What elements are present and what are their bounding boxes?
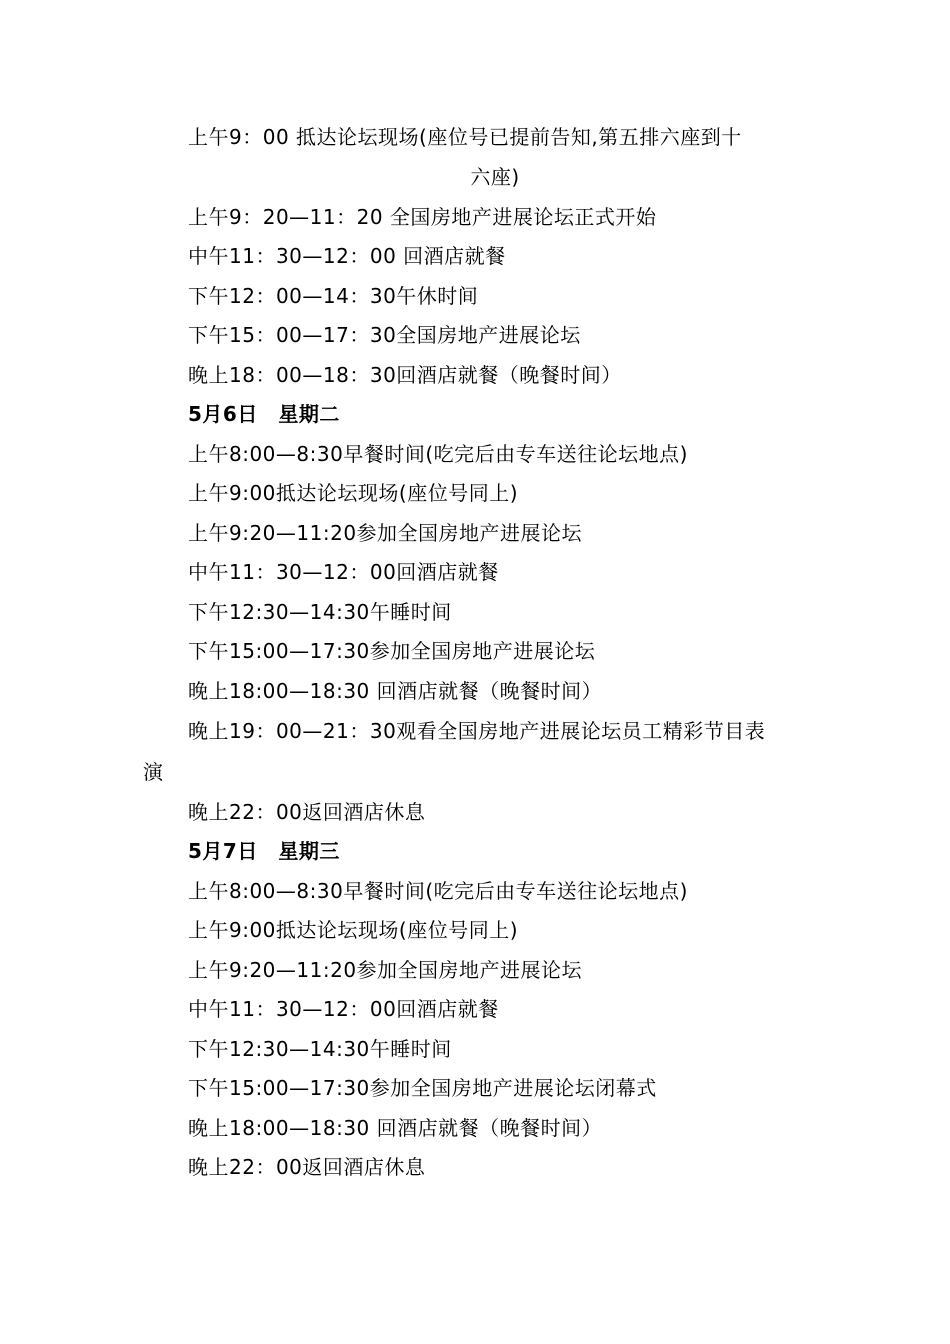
schedule-line: 晚上18:00—18:30 回酒店就餐（晚餐时间）	[188, 679, 603, 703]
schedule-line: 上午8:00—8:30早餐时间(吃完后由专车送往论坛地点)	[188, 442, 688, 466]
schedule-line: 晚上22：00返回酒店休息	[188, 800, 426, 824]
schedule-line: 中午11：30—12：00回酒店就餐	[188, 560, 499, 584]
schedule-line: 上午9：00 抵达论坛现场(座位号已提前告知,第五排六座到十	[188, 125, 742, 149]
schedule-line: 晚上18：00—18：30回酒店就餐（晚餐时间）	[188, 363, 622, 387]
schedule-line: 上午9:20—11:20参加全国房地产进展论坛	[188, 521, 583, 545]
schedule-line: 上午9:00抵达论坛现场(座位号同上)	[188, 481, 519, 505]
schedule-line: 下午12：00—14：30午休时间	[188, 284, 479, 308]
day-heading: 5月6日 星期二	[188, 402, 340, 426]
schedule-line: 中午11：30—12：00回酒店就餐	[188, 997, 499, 1021]
schedule-line: 下午15:00—17:30参加全国房地产进展论坛	[188, 639, 596, 663]
schedule-line: 上午9:20—11:20参加全国房地产进展论坛	[188, 958, 583, 982]
schedule-line-continuation: 演	[143, 760, 164, 784]
schedule-line-continuation: 六座)	[470, 165, 520, 189]
schedule-line: 上午9:00抵达论坛现场(座位号同上)	[188, 918, 519, 942]
schedule-line: 晚上22：00返回酒店休息	[188, 1155, 426, 1179]
schedule-line: 晚上18:00—18:30 回酒店就餐（晚餐时间）	[188, 1116, 603, 1140]
schedule-line: 下午12:30—14:30午睡时间	[188, 1037, 452, 1061]
schedule-line: 上午8:00—8:30早餐时间(吃完后由专车送往论坛地点)	[188, 879, 688, 903]
schedule-line: 下午15：00—17：30全国房地产进展论坛	[188, 323, 581, 347]
schedule-line: 下午15:00—17:30参加全国房地产进展论坛闭幕式	[188, 1076, 657, 1100]
schedule-line: 上午9：20—11：20 全国房地产进展论坛正式开始	[188, 205, 657, 229]
schedule-line: 下午12:30—14:30午睡时间	[188, 600, 452, 624]
day-heading: 5月7日 星期三	[188, 839, 340, 863]
schedule-line: 中午11：30—12：00 回酒店就餐	[188, 244, 506, 268]
schedule-line: 晚上19：00—21：30观看全国房地产进展论坛员工精彩节目表	[188, 719, 766, 743]
